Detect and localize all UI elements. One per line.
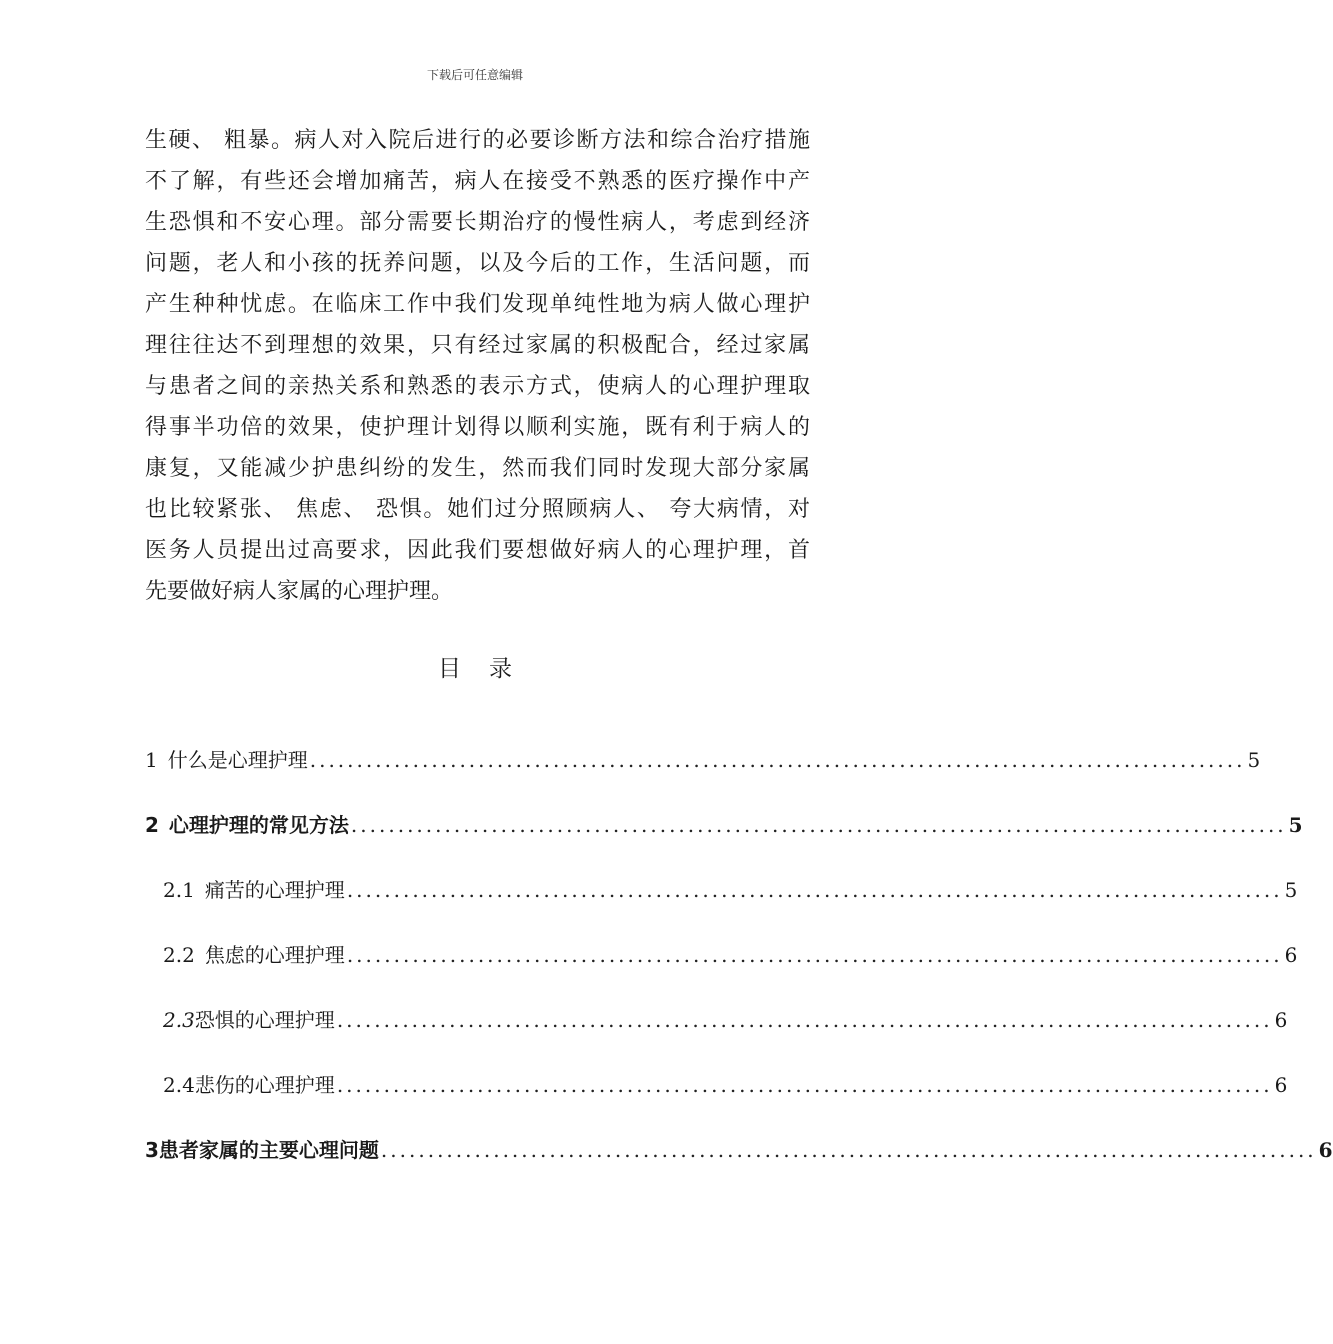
toc-leader-dots: .................................................................................................... <box>336 1073 1273 1097</box>
toc-entry-label: 焦虑的心理护理 <box>204 943 345 967</box>
body-line: 产生种种忧虑。在临床工作中我们发现单纯性地为病人做心理护 <box>145 292 810 317</box>
toc-entry-label: 痛苦的心理护理 <box>204 878 345 902</box>
toc-entry-label: 悲伤的心理护理 <box>194 1073 335 1097</box>
toc-leader-dots: .................................................................................................... <box>346 878 1283 902</box>
toc-entry-page: 6 <box>1274 1073 1288 1097</box>
toc-entry-number: 2.4 <box>163 1073 195 1097</box>
toc-leader-dots: .................................................................................................... <box>350 813 1287 837</box>
toc-entry-number: 2.3 <box>163 1008 195 1032</box>
toc-entry-label: 心理护理的常见方法 <box>168 813 349 837</box>
toc-entry-2[interactable] <box>145 805 1303 845</box>
toc-entry-2-2[interactable] <box>163 935 1298 975</box>
body-line: 医务人员提出过高要求，因此我们要想做好病人的心理护理，首 <box>145 538 810 563</box>
body-line: 问题，老人和小孩的抚养问题，以及今后的工作，生活问题，而 <box>145 251 810 276</box>
body-line: 也比较紧张、 焦虑、 恐惧。她们过分照顾病人、 夸大病情，对 <box>145 497 810 522</box>
toc-leader-dots: .................................................................................................... <box>336 1008 1273 1032</box>
toc-entry-page: 5 <box>1288 813 1303 837</box>
toc-entry-3[interactable] <box>145 1130 1333 1170</box>
toc-entry-page: 5 <box>1284 878 1298 902</box>
toc-leader-dots: .................................................................................................... <box>309 748 1246 772</box>
toc-entry-2-4[interactable] <box>163 1065 1288 1105</box>
toc-entry-label: 患者家属的主要心理问题 <box>158 1138 379 1162</box>
body-line: 理往往达不到理想的效果，只有经过家属的积极配合，经过家属 <box>145 333 810 358</box>
header-note: 下载后可任意编辑 <box>426 68 523 82</box>
toc-title: 目录 <box>438 656 540 682</box>
toc-entry-page: 6 <box>1284 943 1298 967</box>
toc-entry-number: 2.2 <box>163 943 195 967</box>
toc-entry-2-1[interactable] <box>163 870 1298 910</box>
toc-entry-number: 2.1 <box>163 878 195 902</box>
toc-entry-page: 6 <box>1274 1008 1288 1032</box>
body-line: 先要做好病人家属的心理护理。 <box>145 579 454 604</box>
body-line: 生硬、 粗暴。病人对入院后进行的必要诊断方法和综合治疗措施 <box>145 128 810 153</box>
toc-entry-label: 什么是心理护理 <box>167 748 308 772</box>
body-line: 与患者之间的亲热关系和熟悉的表示方式，使病人的心理护理取 <box>145 374 810 399</box>
body-line: 康复，又能减少护患纠纷的发生，然而我们同时发现大部分家属 <box>145 456 810 481</box>
body-line: 不了解，有些还会增加痛苦，病人在接受不熟悉的医疗操作中产 <box>145 169 810 194</box>
toc-entry-2-3[interactable] <box>163 1000 1288 1040</box>
toc-entry-number: 1 <box>145 748 158 772</box>
toc-leader-dots: .................................................................................................... <box>380 1138 1317 1162</box>
toc-entry-page: 5 <box>1247 748 1261 772</box>
toc-entry-1[interactable] <box>145 740 1261 780</box>
toc-entry-label: 恐惧的心理护理 <box>194 1008 335 1032</box>
toc-entry-page: 6 <box>1318 1138 1333 1162</box>
body-paragraph <box>145 120 810 612</box>
toc-entry-number: 3 <box>145 1138 159 1162</box>
body-line: 得事半功倍的效果，使护理计划得以顺利实施，既有利于病人的 <box>145 415 810 440</box>
toc-entry-number: 2 <box>145 813 159 837</box>
toc-leader-dots: .................................................................................................... <box>346 943 1283 967</box>
body-line: 生恐惧和不安心理。部分需要长期治疗的慢性病人，考虑到经济 <box>145 210 810 235</box>
